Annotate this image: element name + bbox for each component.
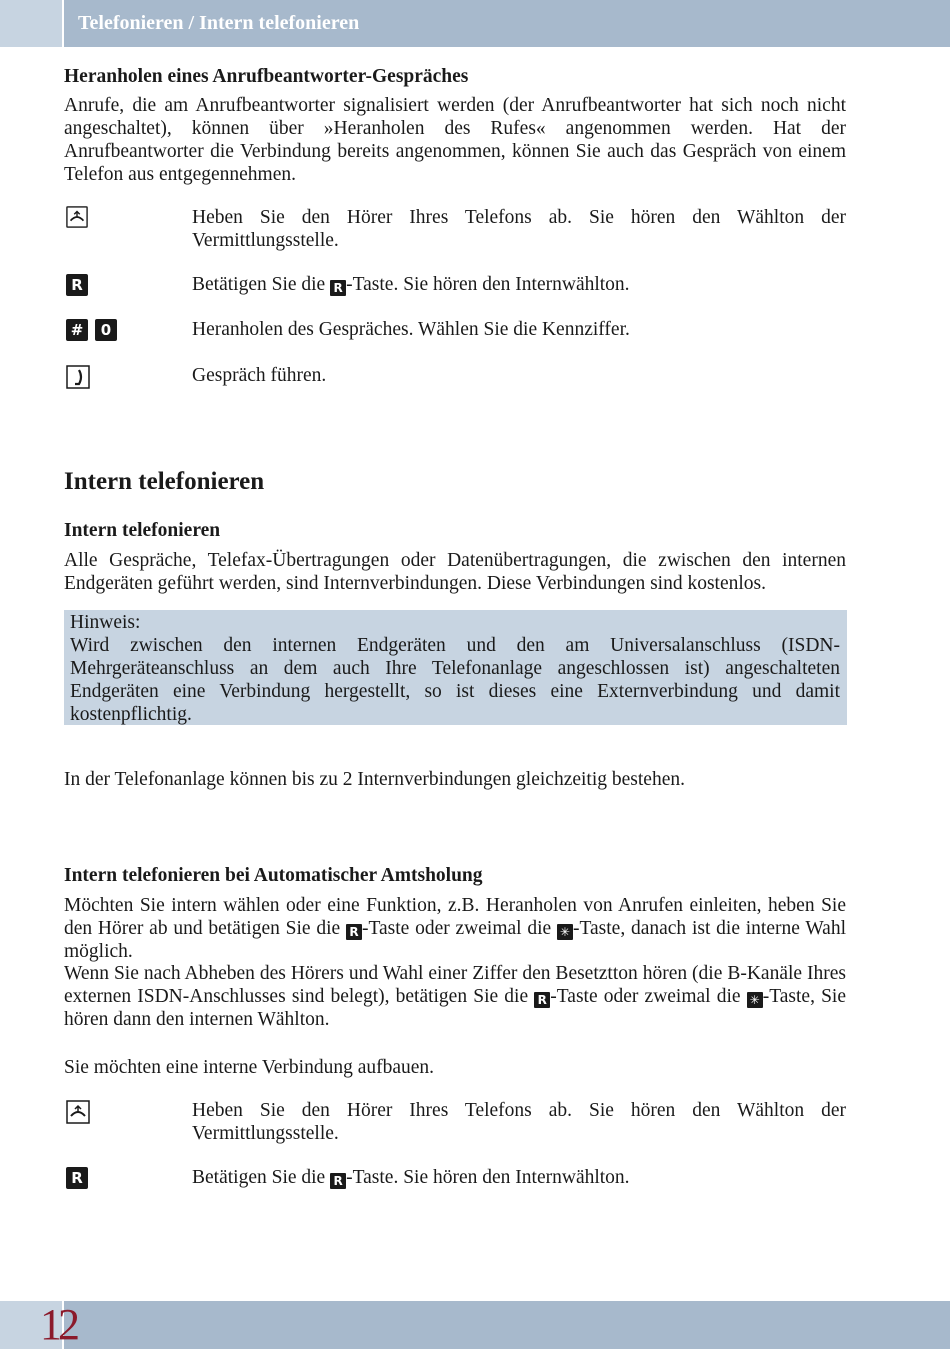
r-key-icon: R [66,274,88,296]
section-heading-amtsholung: Intern telefonieren bei Automatischer Amtsholung [64,865,483,886]
page-header-title: Telefonieren / Intern telefonieren [78,12,360,34]
step-text: Heben Sie den Hörer Ihres Telefons ab. Sie hören den Wählton der Vermittlungsstelle. [192,207,846,251]
step-text: Heben Sie den Hörer Ihres Telefons ab. Sie hören den Wählton der Vermittlungsstelle. [192,1100,846,1144]
r-key-inline-icon: R [534,992,550,1008]
section-body-anrufbeantworter: Anrufe, die am Anrufbeantworter signalisiert werden (der Anrufbeantworter hat sich noch nicht angeschaltet), können über »Heranholen des Rufes« angenommen werden. Hat der Anrufbeantworter die Verbindung bereits angenommen, können Sie auch das Gespräch von einem Telefon aus entgegennehmen. [64,95,846,185]
section-heading-anrufbeantworter: Heranholen eines Anrufbeantworter-Gespräches [64,66,469,87]
star-key-inline-icon: ✳ [747,992,763,1008]
star-key-inline-icon: ✳ [557,924,573,940]
note-content [70,611,840,726]
page-number: 12 [40,1300,76,1349]
section-title-intern: Intern telefonieren [64,468,265,495]
r-key-inline-icon: R [330,1173,346,1189]
internverbindungen-text: In der Telefonanlage können bis zu 2 Internverbindungen gleichzeitig bestehen. [64,769,685,790]
zero-key-icon: 0 [95,319,117,341]
step-text: Gespräch führen. [192,365,327,386]
subheading-intern: Intern telefonieren [64,520,221,541]
intro-text: Sie möchten eine interne Verbindung aufbauen. [64,1057,435,1078]
step-text: Heranholen des Gespräches. Wählen Sie die Kennziffer. [192,319,630,340]
r-key-inline-icon: R [346,924,362,940]
amtsholung-paragraph-2: Wenn Sie nach Abheben des Hörers und Wahl einer Ziffer den Besetztton hören (die B-Kanäle Ihres externen ISDN-Anschlusses sind belegt), betätigen Sie die R -Taste oder zweimal die ✳ -Taste, Sie hören dann den internen Wählton. [64,963,846,1030]
r-key-icon: R [66,1167,88,1189]
amtsholung-paragraph-1: Möchten Sie intern wählen oder eine Funktion, z.B. Heranholen von Anrufen einleiten, heben Sie den Hörer ab und betätigen Sie die R -Taste oder zweimal die ✳ -Taste, danach ist die interne Wahl möglich. [64,895,846,962]
step-text: Betätigen Sie die R -Taste. Sie hören den Internwählton. [192,274,630,295]
note-text: Wird zwischen den internen Endgeräten und den am Universalanschluss (ISDN-Mehrgeräteanschluss an dem auch Ihre Telefonanlage angeschlossen ist) angeschalteten Endgeräten eine Verbindung hergestellt, so ist dieses eine Externverbindung und damit kostenpflichtig. [70,635,840,725]
step-text: Betätigen Sie die R -Taste. Sie hören den Internwählton. [192,1167,630,1188]
r-key-inline-icon: R [330,280,346,296]
handset-lift-icon [66,206,88,228]
note-label: Hinweis: [70,612,141,633]
handset-lift-icon [66,1100,90,1124]
hash-key-icon: # [66,319,88,341]
header-accent [0,0,64,47]
footer-band [0,1301,950,1349]
handset-talk-icon [66,365,90,389]
section-body-intern: Alle Gespräche, Telefax-Übertragungen oder Datenübertragungen, die zwischen den internen Endgeräten geführt werden, sind Internverbindungen. Diese Verbindungen sind kostenlos. [64,550,846,594]
